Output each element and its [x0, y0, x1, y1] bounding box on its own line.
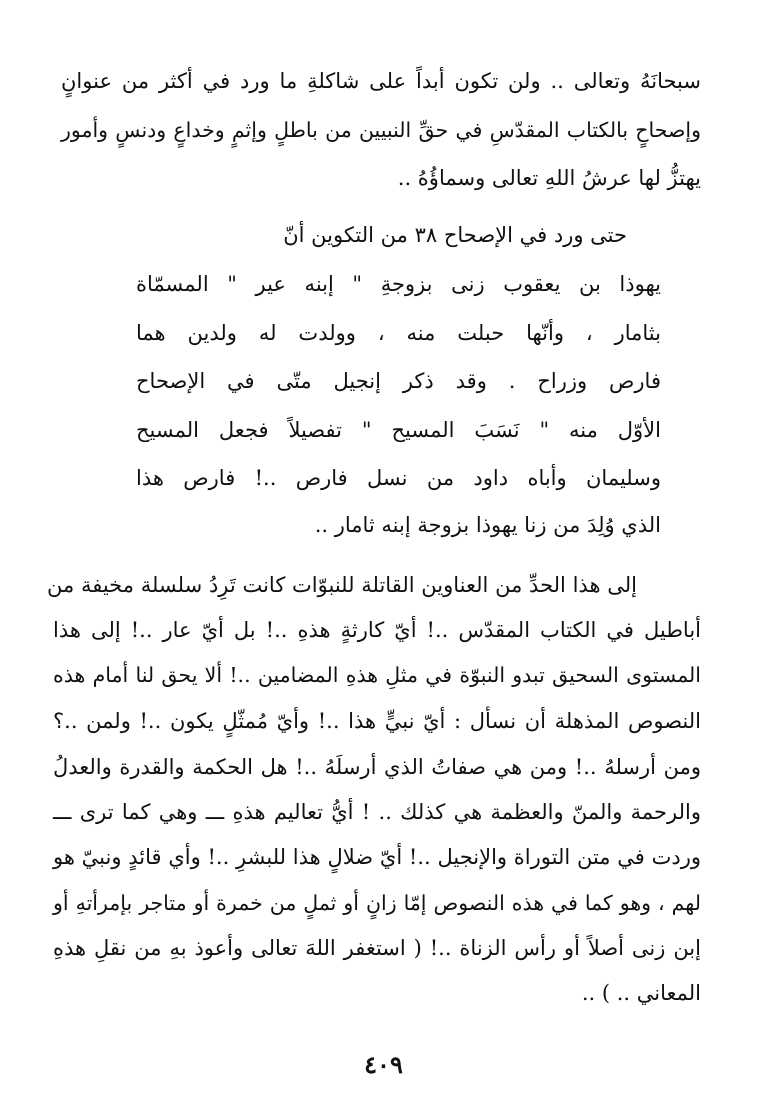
paragraph-2-line-10: المعاني .. ) .. [581, 981, 701, 1005]
quote-line-7: الذي وُلِدَ من زنا يهوذا بزوجة إبنه ثامار .. [314, 513, 661, 537]
page-number: ٤٠٩ [364, 1050, 403, 1079]
paragraph-1-line-3: يهتزُّ لها عرشُ اللهِ تعالى وسماؤُهُ .. [397, 166, 701, 190]
paragraph-2-line-4: النصوص المذهلة أن نسأل : أيّ نبيٍّ هذا ..! وأيّ مُمثّلٍ يكون ..! ولمن ..؟ [53, 709, 701, 733]
paragraph-1-line-2: وإصحاحٍ بالكتاب المقدّسِ في حقِّ النبيين من باطلٍ وإثمٍ وخداعٍ ودنسٍ وأمور [61, 118, 701, 142]
paragraph-1-line-1: سبحانَهُ وتعالى .. ولن تكون أبداً على شاكلةِ ما ورد في أكثر من عنوانٍ [61, 69, 701, 93]
quote-line-6: وسليمان وأباه داود من نسل فارص ..! فارص هذا [136, 466, 661, 490]
paragraph-2-line-6: والرحمة والمنّ والعظمة هي كذلك .. ! أيُّ تعاليم هذهِ ـــ وهي كما ترى ـــ [53, 800, 701, 824]
quote-line-4: فارص وزراح . وقد ذكر إنجيل متّى في الإصحاح [136, 369, 661, 393]
paragraph-2-line-9: إبن زنى أصلاً أو رأس الزناة ..! ( استغفر اللهَ تعالى وأعوذ بهِ من نقلِ هذهِ [53, 936, 701, 960]
quote-line-3: بثامار ، وأنّها حبلت منه ، وولدت له ولدين هما [136, 321, 661, 345]
quote-line-5: الأوّل منه " نَسَبَ المسيح " تفصيلاً فجعل المسيح [136, 418, 661, 442]
paragraph-2-line-7: وردت في متن التوراة والإنجيل ..! أيّ ضلالٍ هذا للبشرِ ..! وأي قائدٍ ونبيّ هو [53, 845, 701, 869]
paragraph-2-line-5: ومن أرسلهُ ..! ومن هي صفاتُ الذي أرسلَهُ ..! هل الحكمة والقدرة والعدلُ [53, 755, 701, 779]
quote-line-1: حتى ورد في الإصحاح ٣٨ من التكوين أنّ [283, 223, 627, 247]
paragraph-2-line-3: المستوى السحيق تبدو النبوّة في مثلِ هذهِ المضامين ..! ألا يحق لنا أمام هذه [53, 663, 701, 687]
paragraph-2-line-2: أباطيل في الكتاب المقدّس ..! أيّ كارثةٍ هذهِ ..! بل أيّ عار ..! إلى هذا [53, 618, 701, 642]
quote-line-2: يهوذا بن يعقوب زنى بزوجةِ " إبنه عير " المسمّاة [136, 272, 661, 296]
paragraph-2-line-8: لهم ، وهو كما في هذه النصوص إمّا زانٍ أو ثملٍ من خمرة أو متاجر بإمرأتهِ أو [53, 891, 701, 915]
paragraph-2-line-1: إلى هذا الحدِّ من العناوين القاتلة للنبوّات كانت تَرِدُ سلسلة مخيفة من [47, 573, 637, 597]
